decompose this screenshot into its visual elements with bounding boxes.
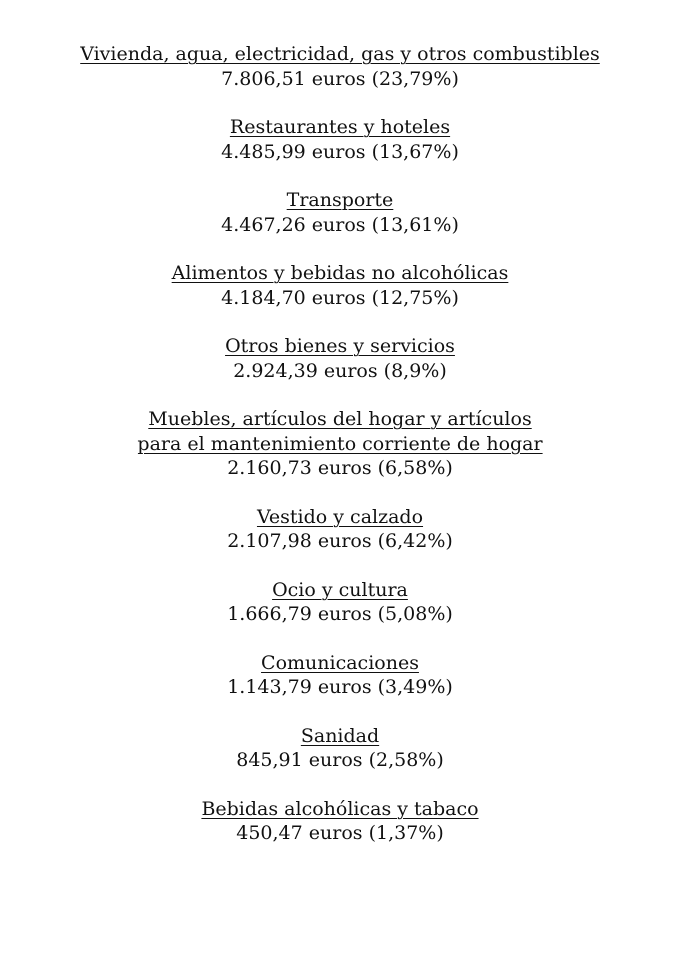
amount-value: 4.485,99 euros (13,67%) xyxy=(221,140,459,163)
category-label: Transporte xyxy=(286,189,394,211)
amount-value: 845,91 euros (2,58%) xyxy=(236,749,444,771)
category-label: Ocio y cultura xyxy=(272,578,408,601)
amount-value: 2.160,73 euros (6,58%) xyxy=(227,457,453,479)
expense-entry xyxy=(0,578,680,627)
expense-entry xyxy=(0,651,680,700)
expense-entry xyxy=(0,261,680,310)
category-label-line-1: Muebles, artículos del hogar y artículos xyxy=(148,408,532,430)
expense-entry xyxy=(0,334,680,383)
expense-list xyxy=(0,42,680,870)
category-label: Bebidas alcohólicas y tabaco xyxy=(201,797,479,820)
category-label: Sanidad xyxy=(300,724,380,747)
category-label-line-2: para el mantenimiento corriente de hogar xyxy=(137,432,543,455)
amount-value: 7.806,51 euros (23,79%) xyxy=(221,67,459,90)
amount-value: 4.184,70 euros (12,75%) xyxy=(221,286,459,309)
expense-entry xyxy=(0,188,680,237)
category-label: Restaurantes y hoteles xyxy=(229,116,451,138)
amount-value: 1.143,79 euros (3,49%) xyxy=(227,676,453,698)
category-label: Vivienda, agua, electricidad, gas y otros combustibles xyxy=(80,43,600,65)
expense-entry xyxy=(0,724,680,773)
expense-entry xyxy=(0,797,680,846)
amount-value: 4.467,26 euros (13,61%) xyxy=(221,213,459,236)
expense-entry xyxy=(0,115,680,164)
category-label: Alimentos y bebidas no alcohólicas xyxy=(171,262,509,284)
expense-entry xyxy=(0,407,680,481)
category-label: Otros bienes y servicios xyxy=(225,335,455,357)
amount-value: 2.924,39 euros (8,9%) xyxy=(233,359,447,382)
amount-value: 450,47 euros (1,37%) xyxy=(236,822,444,844)
category-label: Vestido y calzado xyxy=(256,505,424,528)
amount-value: 2.107,98 euros (6,42%) xyxy=(227,530,453,552)
category-label: Comunicaciones xyxy=(261,651,419,674)
amount-value: 1.666,79 euros (5,08%) xyxy=(227,603,453,625)
expense-entry xyxy=(0,505,680,554)
expense-entry xyxy=(0,42,680,91)
